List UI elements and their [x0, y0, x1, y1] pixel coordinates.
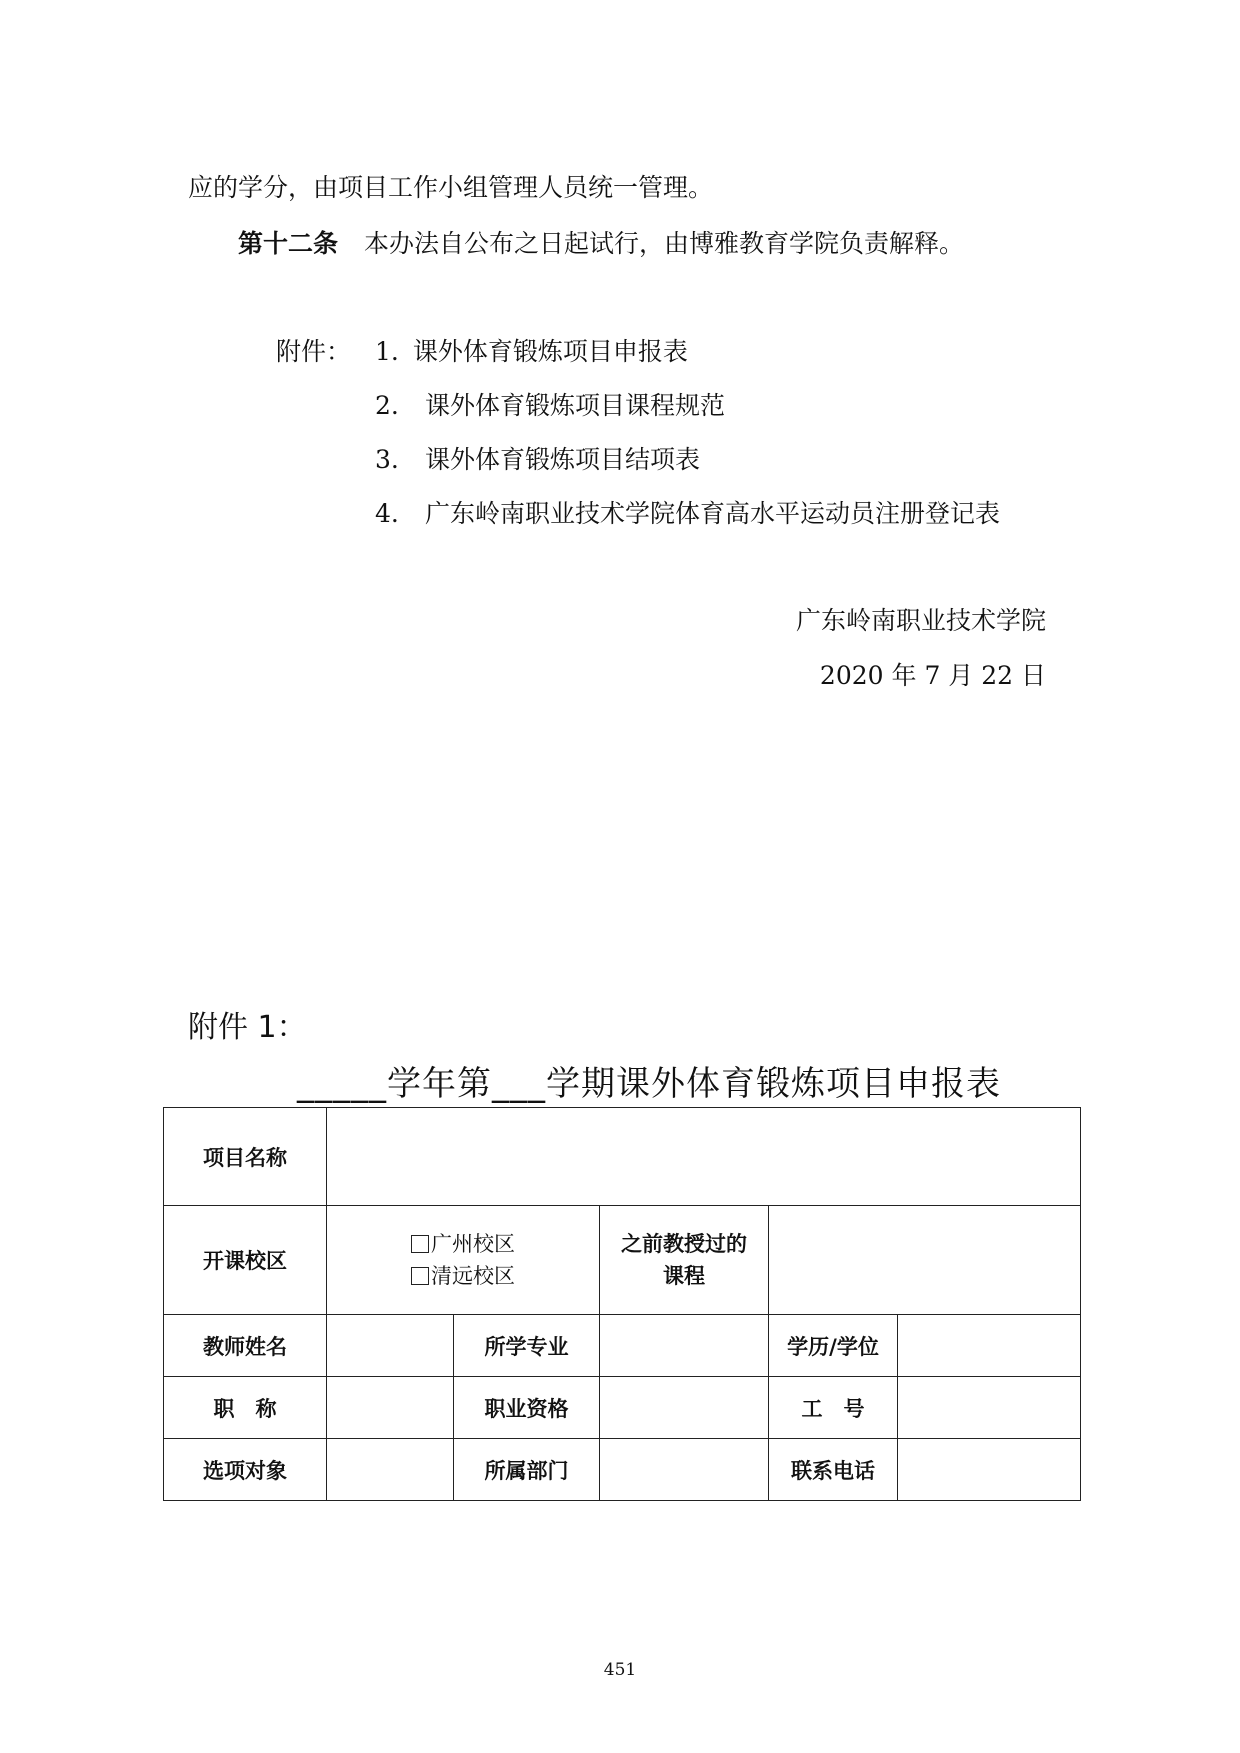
degree-field[interactable] [898, 1315, 1081, 1377]
title-field[interactable] [327, 1377, 454, 1439]
form-title [297, 1056, 1001, 1105]
article-12-label: 第十二条 [238, 229, 339, 258]
table-row [164, 1439, 1081, 1501]
table-row [164, 1377, 1081, 1439]
attachment-title: 广东岭南职业技术学院体育高水平运动员注册登记表 [425, 499, 1001, 528]
target-field[interactable] [327, 1439, 454, 1501]
staff-id-field[interactable] [898, 1377, 1081, 1439]
phone-label: 联系电话 [769, 1439, 898, 1501]
department-label: 所属部门 [454, 1439, 600, 1501]
table-row [164, 1206, 1081, 1315]
body-line-continued: 应的学分，由项目工作小组管理人员统一管理。 [188, 173, 714, 202]
title-label: 职 称 [164, 1377, 327, 1439]
major-label: 所学专业 [454, 1315, 600, 1377]
phone-field[interactable] [898, 1439, 1081, 1501]
form-attachment-label: 附件 1： [188, 1010, 307, 1045]
title-part1: 学年第 [387, 1064, 492, 1104]
article-12-text: 本办法自公布之日起试行，由博雅教育学院负责解释。 [364, 229, 965, 258]
attachment-num: 4. [375, 499, 399, 528]
attachment-item-1 [375, 332, 688, 368]
title-blank-year: _____ [297, 1064, 387, 1104]
attachment-title: 课外体育锻炼项目结项表 [425, 445, 701, 474]
campus-option-qingyuan[interactable] [327, 1260, 599, 1292]
attachment-item-3 [375, 440, 700, 476]
title-part2: 学期课外体育锻炼项目申报表 [546, 1064, 1001, 1104]
signature-date: 2020 年 7 月 22 日 [819, 661, 1046, 690]
application-form-table [163, 1107, 1081, 1501]
title-blank-term: ___ [492, 1064, 546, 1104]
target-label: 选项对象 [164, 1439, 327, 1501]
article-12 [238, 224, 964, 260]
qualification-label: 职业资格 [454, 1377, 600, 1439]
qualification-field[interactable] [600, 1377, 769, 1439]
staff-id-label: 工 号 [769, 1377, 898, 1439]
prev-courses-field[interactable] [769, 1206, 1081, 1315]
degree-label: 学历/学位 [769, 1315, 898, 1377]
campus-label: 开课校区 [164, 1206, 327, 1315]
prev-courses-label-line2: 课程 [663, 1264, 705, 1288]
attachments-label: 附件： [276, 337, 352, 366]
attachment-item-2 [375, 386, 725, 422]
attachment-title: 课外体育锻炼项目申报表 [412, 337, 688, 366]
attachment-num: 2. [375, 391, 399, 420]
campus-option-guangzhou[interactable] [327, 1228, 599, 1260]
teacher-name-label: 教师姓名 [164, 1315, 327, 1377]
attachment-item-4 [375, 494, 1000, 530]
department-field[interactable] [600, 1439, 769, 1501]
prev-courses-label [600, 1206, 769, 1315]
campus-options [327, 1206, 600, 1315]
major-field[interactable] [600, 1315, 769, 1377]
campus-option-label: 广州校区 [431, 1232, 515, 1256]
prev-courses-label-line1: 之前教授过的 [621, 1232, 747, 1256]
project-name-field[interactable] [327, 1108, 1081, 1206]
table-row [164, 1315, 1081, 1377]
attachment-num: 1. [375, 337, 399, 366]
checkbox-icon[interactable] [411, 1267, 429, 1285]
checkbox-icon[interactable] [411, 1235, 429, 1253]
teacher-name-field[interactable] [327, 1315, 454, 1377]
project-name-label: 项目名称 [164, 1108, 327, 1206]
table-row [164, 1108, 1081, 1206]
campus-option-label: 清远校区 [431, 1264, 515, 1288]
page-number: 451 [603, 1660, 637, 1680]
attachment-title: 课外体育锻炼项目课程规范 [425, 391, 726, 420]
attachment-num: 3. [375, 445, 399, 474]
signature-org: 广东岭南职业技术学院 [795, 606, 1046, 635]
